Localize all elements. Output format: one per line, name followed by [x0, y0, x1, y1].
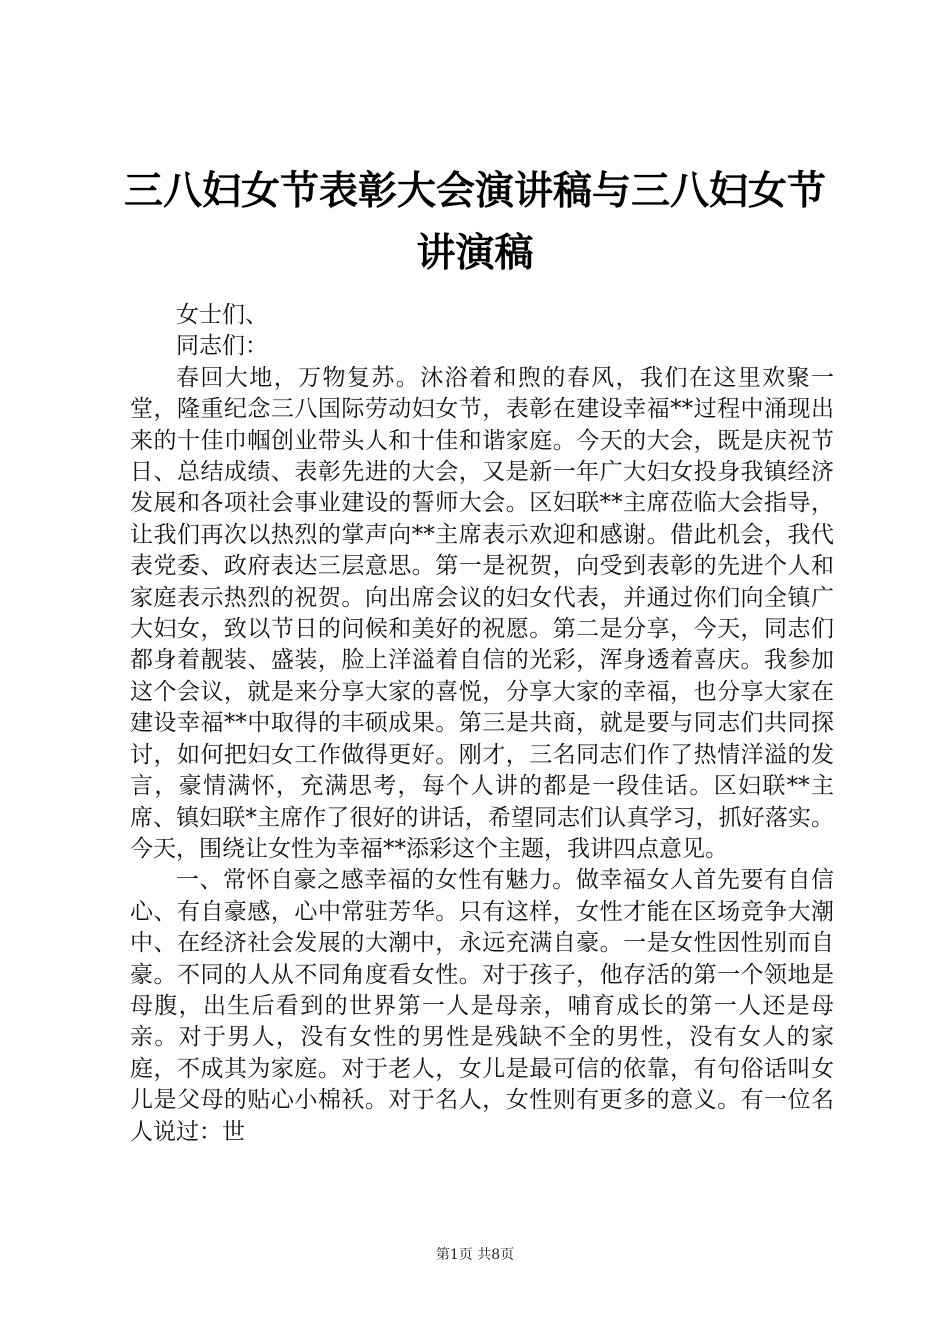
salutation-2: 同志们： [176, 333, 268, 360]
salutation-1: 女士们、 [176, 302, 268, 328]
document-title: 三八妇女节表彰大会演讲稿与三八妇女节讲演稿 [123, 168, 826, 276]
body-paragraph-opening: 春回大地，万物复苏。沐浴着和煦的春风，我们在这里欢聚一堂，隆重纪念三八国际劳动妇女节，表彰在建设幸福**过程中涌现出来的十佳巾帼创业带头人和十佳和谐家庭。今天的大会，既是庆祝节日、总结成绩、表彰先进的大会，又是新一年广大妇女投身我镇经济发展和各项社会事业建设的誓师大会。区妇联**主席莅临大会指导，让我们再次以热烈的掌声向**主席表示欢迎和感谢。借此机会，我代表党委、政府表达三层意思。第一是祝贺，向受到表彰的先进个人和家庭表示热烈的祝贺。向出席会议的妇女代表，并通过你们向全镇广大妇女，致以节日的问候和美好的祝愿。第二是分享，今天，同志们都身着靓装、盛装，脸上洋溢着自信的光彩，浑身透着喜庆。我参加这个会议，就是来分享大家的喜悦，分享大家的幸福，也分享大家在建设幸福**中取得的丰硕成果。第三是共商，就是要与同志们共同探讨，如何把妇女工作做得更好。刚才，三名同志们作了热情洋溢的发言，豪情满怀，充满思考，每个人讲的都是一段佳话。区妇联**主席、镇妇联*主席作了很好的讲话，希望同志们认真学习，抓好落实。今天，围绕让女性为幸福**添彩这个主题，我讲四点意见。 [130, 364, 834, 862]
document-body [130, 300, 834, 1148]
page-footer: 第1页 共8页 [435, 1247, 515, 1263]
body-paragraph-section-1: 一、常怀自豪之感幸福的女性有魅力。做幸福女人首先要有自信心、有自豪感，心中常驻芳华。只有这样，女性才能在区场竞争大潮中、在经济社会发展的大潮中，永远充满自豪。一是女性因性别而自豪。不同的人从不同角度看女性。对于孩子，他存活的第一个领地是母腹，出生后看到的世界第一人是母亲，哺育成长的第一人还是母亲。对于男人，没有女性的男性是残缺不全的男性，没有女人的家庭，不成其为家庭。对于老人，女儿是最可信的依靠，有句俗话叫女儿是父母的贴心小棉袄。对于名人，女性则有更多的意义。有一位名人说过：世 [130, 867, 834, 1145]
